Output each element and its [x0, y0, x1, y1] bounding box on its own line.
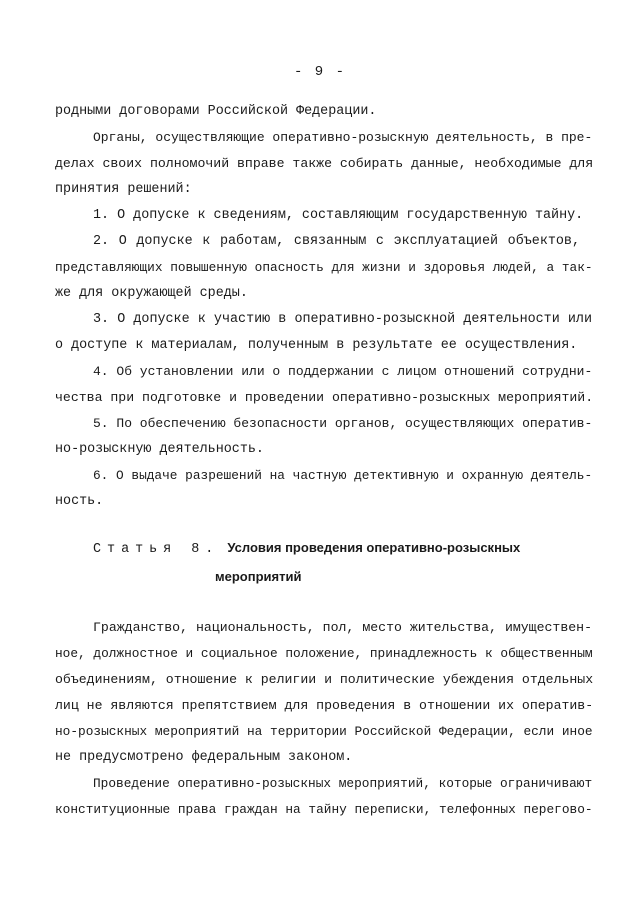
list-item-4: 4. Об установлении или о поддержании с лицом отношений сотрудни-: [93, 364, 593, 379]
text-line: объединениям, отношение к религии и политические убеждения отдельных: [55, 672, 594, 687]
text-line: конституционные права граждан на тайну переписки, телефонных перегово-: [55, 802, 593, 817]
text-line: ность.: [55, 494, 104, 509]
text-line: но-розыскных мероприятий на территории Российской Федерации, если иное: [55, 724, 593, 739]
text-line: о доступе к материалам, полученным в результате ее осуществления.: [55, 338, 578, 353]
article-heading: [93, 540, 520, 558]
text-line: чества при подготовке и проведении оперативно-розыскных мероприятий.: [55, 390, 594, 405]
text-line: лиц не являются препятствием для проведения в отношении их оператив-: [55, 698, 594, 713]
text-line: родными договорами Российской Федерации.: [55, 104, 377, 119]
list-item-2: 2. О допуске к работам, связанным с эксплуатацией объектов,: [93, 234, 580, 249]
text-line: ное, должностное и социальное положение, принадлежность к общественным: [55, 646, 593, 661]
list-item-5: 5. По обеспечению безопасности органов, осуществляющих оператив-: [93, 416, 593, 431]
text-line: же для окружающей среды.: [55, 286, 248, 301]
text-line: представляющих повышенную опасность для жизни и здоровья людей, а так-: [55, 260, 593, 275]
list-item-1: 1. О допуске к сведениям, составляющим государственную тайну.: [93, 208, 584, 223]
text-line: но-розыскную деятельность.: [55, 442, 264, 457]
text-line: делах своих полномочий вправе также собирать данные, необходимые для: [55, 156, 594, 171]
page-number: - 9 -: [293, 64, 346, 80]
article-title-line2: мероприятий: [215, 569, 302, 584]
list-item-3: 3. О допуске к участию в оперативно-розыскной деятельности или: [93, 312, 592, 327]
paragraph-first-line: Проведение оперативно-розыскных мероприятий, которые ограничивают: [93, 776, 593, 791]
paragraph-first-line: Гражданство, национальность, пол, место жительства, имуществен-: [93, 620, 592, 635]
article-label: Статья 8.: [93, 542, 220, 557]
paragraph-first-line: Органы, осуществляющие оперативно-розыскную деятельность, в пре-: [93, 130, 593, 145]
text-line: принятия решений:: [55, 182, 192, 197]
article-title-line1: Условия проведения оперативно-розыскных: [227, 540, 521, 555]
list-item-6: 6. О выдаче разрешений на частную детективную и охранную деятель-: [93, 468, 593, 483]
text-line: не предусмотрено федеральным законом.: [55, 750, 353, 765]
